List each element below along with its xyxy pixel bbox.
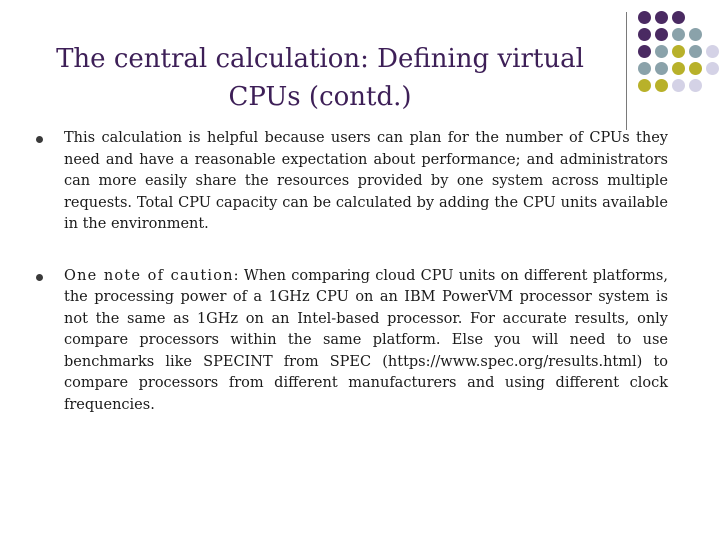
decorative-dot xyxy=(672,28,685,41)
decorative-dot xyxy=(689,62,702,75)
bullet-body: This calculation is helpful because users can plan for the number of CPUs they need and have a reasonable expectation about performance; and administrators can more easily share the resources provided by one system across multiple requests. Total CPU capacity can be calculated by adding the CPU units available in the environment. xyxy=(64,130,668,232)
decorative-dot xyxy=(672,45,685,58)
bullet-lead: One note of caution xyxy=(64,267,234,284)
decorative-dot xyxy=(672,79,685,92)
bullet-text xyxy=(64,266,668,417)
slide-title xyxy=(40,40,600,116)
decorative-dot xyxy=(638,11,651,24)
bullet-body: : When comparing cloud CPU units on different platforms, the processing power of a 1GHz CPU on an IBM PowerVM processor system is not the same as 1GHz on an Intel-based processor. For accurate results, only compare processors within the same platform. Else you will need to use benchmarks like SPECINT from SPEC (https://www.spec.org/results.html) to compare processors from different manufacturers and using different clock frequencies. xyxy=(64,267,668,413)
decorative-dot xyxy=(655,79,668,92)
decorative-divider xyxy=(626,12,627,130)
decorative-dot xyxy=(655,45,668,58)
bullet-item-1 xyxy=(36,128,668,236)
decorative-dot xyxy=(689,45,702,58)
decorative-dot xyxy=(672,11,685,24)
decorative-dot xyxy=(638,28,651,41)
bullet-dot-icon xyxy=(36,136,43,143)
slide-title-line-2: CPUs (contd.) xyxy=(228,82,412,112)
decorative-dot xyxy=(655,11,668,24)
bullet-list xyxy=(36,128,668,446)
decorative-dot xyxy=(706,62,719,75)
decorative-dot xyxy=(655,28,668,41)
decorative-dot xyxy=(689,28,702,41)
decorative-dot-grid xyxy=(638,11,720,116)
decorative-dot xyxy=(689,79,702,92)
decorative-dot xyxy=(706,45,719,58)
decorative-dot xyxy=(655,62,668,75)
decorative-dot xyxy=(638,79,651,92)
bullet-text xyxy=(64,128,668,236)
decorative-dot xyxy=(638,62,651,75)
bullet-item-2 xyxy=(36,266,668,417)
slide-title-line-1: The central calculation: Defining virtual xyxy=(56,44,584,74)
bullet-dot-icon xyxy=(36,274,43,281)
decorative-dot xyxy=(672,62,685,75)
decorative-dot xyxy=(638,45,651,58)
